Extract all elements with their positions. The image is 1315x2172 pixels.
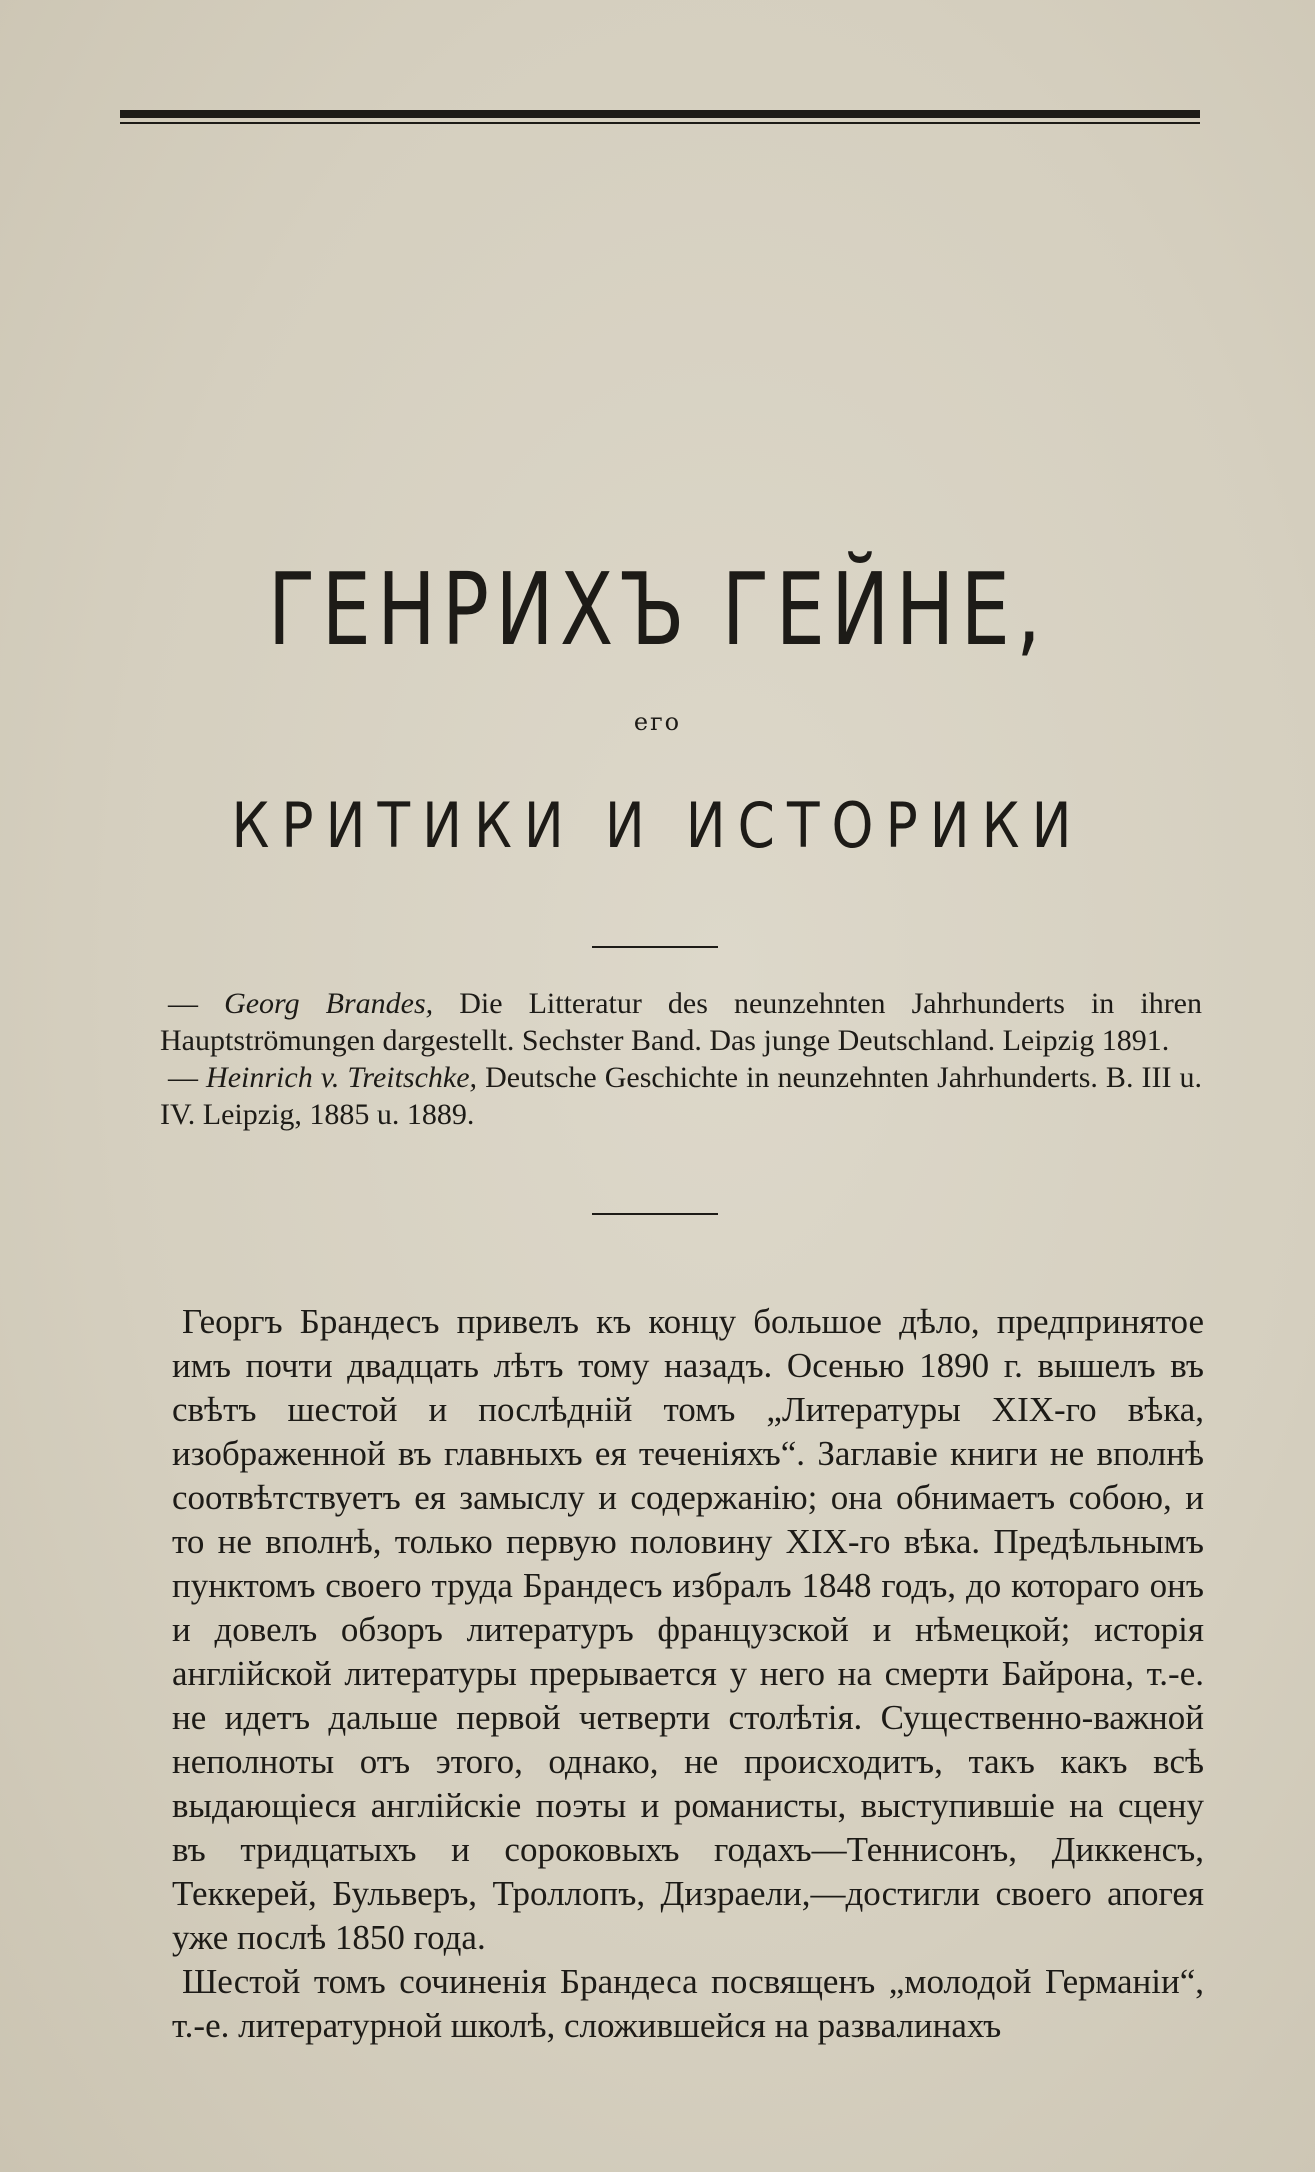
reference-prefix: — [168,1061,207,1094]
reference-prefix: — [168,987,225,1020]
reference-item [160,1059,1202,1133]
divider-rule [592,1213,718,1215]
page-subtitle: КРИТИКИ И ИСТОРИКИ [231,789,1084,862]
top-rule-thin [120,122,1200,124]
divider-rule [592,946,718,948]
references-block [160,985,1202,1133]
reference-author: Georg Brandes, [224,987,434,1020]
body-text [172,1300,1204,2048]
reference-author: Heinrich v. Treitschke, [206,1061,478,1094]
reference-item [160,985,1202,1059]
top-rule-thick [120,110,1200,118]
subtitle-connector: его [633,708,682,736]
paragraph: Георгъ Брандесъ привелъ къ концу большое дѣло, предпринятое имъ почти двадцать лѣтъ тому назадъ. Осенью 1890 г. вышелъ въ свѣтъ шестой и послѣдній томъ „Литературы XIX-го вѣка, изображенной въ главныхъ ея теченіяхъ“. Заглавіе книги не вполнѣ соотвѣтствуетъ ея замыслу и содержанію; она обнимаетъ собою, и то не вполнѣ, только первую половину XIX-го вѣка. Предѣльнымъ пунктомъ своего труда Брандесъ избралъ 1848 годъ, до котораго онъ и довелъ обзоръ литературъ французской и нѣмецкой; исторія англійской литературы прерывается у него на смерти Байрона, т.-е. не идетъ дальше первой четверти столѣтія. Существенно-важной неполноты отъ этого, однако, не происходитъ, такъ какъ всѣ выдающіеся англійскіе поэты и романисты, выступившіе на сцену въ тридцатыхъ и сороковыхъ годахъ—Теннисонъ, Диккенсъ, Теккерей, Бульверъ, Троллопъ, Дизраели,—достигли своего апогея уже послѣ 1850 года. [172,1302,1204,1957]
page-title: ГЕНРИХЪ ГЕЙНЕ, [267,551,1048,668]
reference-text: Deutsche Geschichte in neunzehnten Jahrhunderts. B. III u. IV. Leipzig, 1885 u. 1889. [160,1061,1202,1131]
reference-text: Die Litteratur des neunzehnten Jahrhunderts in ihren Hauptströmungen dargestellt. Sechster Band. Das junge Deutschland. Leipzig 1891. [160,987,1202,1057]
paragraph: Шестой томъ сочиненія Брандеса посвященъ „молодой Германіи“, т.-е. литературной школѣ, сложившейся на развалинахъ [172,1962,1204,2045]
